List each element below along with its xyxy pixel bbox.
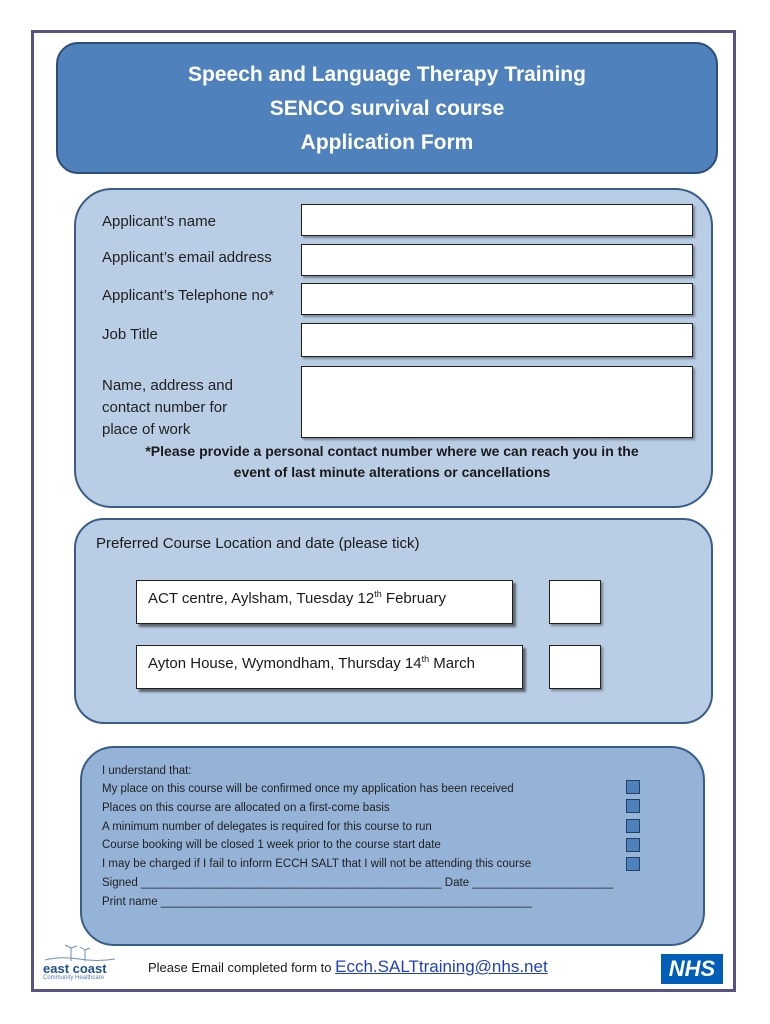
applicant-name-field[interactable] xyxy=(301,204,693,236)
form-title: Application Form xyxy=(300,131,474,154)
workplace-label-line1: Name, address and xyxy=(102,377,233,394)
contact-note-line1: *Please provide a personal contact number where we can reach you in the xyxy=(145,443,639,459)
location-option-aylsham xyxy=(136,580,513,624)
option-wymondham-ordinal: th xyxy=(421,654,430,664)
workplace-label-line2: contact number for xyxy=(102,399,228,416)
applicant-email-field[interactable] xyxy=(301,244,693,276)
declaration-item: A minimum number of delegates is required for this course to run xyxy=(102,821,432,833)
contact-number-note xyxy=(92,441,692,483)
job-title-label: Job Title xyxy=(102,326,158,343)
course-subtitle: SENCO survival course xyxy=(269,97,505,120)
signature-line: Signed _______________________________________________ Date ______________________ xyxy=(102,877,613,889)
wind-turbine-icon xyxy=(41,944,117,962)
declaration-checkbox[interactable] xyxy=(626,857,640,871)
declaration-checkbox[interactable] xyxy=(626,799,640,813)
nhs-logo: NHS xyxy=(661,954,723,984)
applicant-phone-label: Applicant’s Telephone no* xyxy=(102,287,275,304)
applicant-name-label: Applicant’s name xyxy=(102,213,216,230)
contact-note-line2: event of last minute alterations or cancellations xyxy=(233,464,551,480)
email-instruction xyxy=(148,957,548,977)
option-wymondham-text: Ayton House, Wymondham, Thursday 14 xyxy=(148,655,422,672)
applicant-phone-field[interactable] xyxy=(301,283,693,315)
tick-box-aylsham[interactable] xyxy=(549,580,601,624)
logo-main-text: east coast xyxy=(43,961,107,976)
declaration-checkbox[interactable] xyxy=(626,819,640,833)
declaration-intro: I understand that: xyxy=(102,765,192,777)
workplace-field[interactable] xyxy=(301,366,693,438)
declaration-item: Course booking will be closed 1 week prior to the course start date xyxy=(102,839,441,851)
applicant-email-label: Applicant’s email address xyxy=(102,249,272,266)
location-option-wymondham xyxy=(136,645,523,689)
print-name-line: Print name __________________________________________________________ xyxy=(102,896,532,908)
job-title-field[interactable] xyxy=(301,323,693,357)
declaration-item: Places on this course are allocated on a first-come basis xyxy=(102,802,390,814)
title-banner xyxy=(56,42,718,174)
workplace-label-line3: place of work xyxy=(102,421,191,438)
declaration-checkbox[interactable] xyxy=(626,780,640,794)
email-instruction-text: Please Email completed form to xyxy=(148,960,336,975)
declaration-item: My place on this course will be confirmed once my application has been received xyxy=(102,783,514,795)
course-title: Speech and Language Therapy Training xyxy=(188,63,586,86)
option-aylsham-ordinal: th xyxy=(374,589,382,599)
declaration-checkbox[interactable] xyxy=(626,838,640,852)
logo-sub-text: Community Healthcare xyxy=(43,975,105,981)
option-wymondham-month: March xyxy=(429,655,475,672)
tick-box-wymondham[interactable] xyxy=(549,645,601,689)
email-link[interactable]: Ecch.SALTtraining@nhs.net xyxy=(335,957,548,976)
east-coast-logo xyxy=(41,944,117,986)
declaration-item: I may be charged if I fail to inform ECCH SALT that I will not be attending this course xyxy=(102,858,532,870)
option-aylsham-month: February xyxy=(381,590,446,607)
location-heading: Preferred Course Location and date (please tick) xyxy=(96,535,420,552)
option-aylsham-text: ACT centre, Aylsham, Tuesday 12 xyxy=(148,590,375,607)
